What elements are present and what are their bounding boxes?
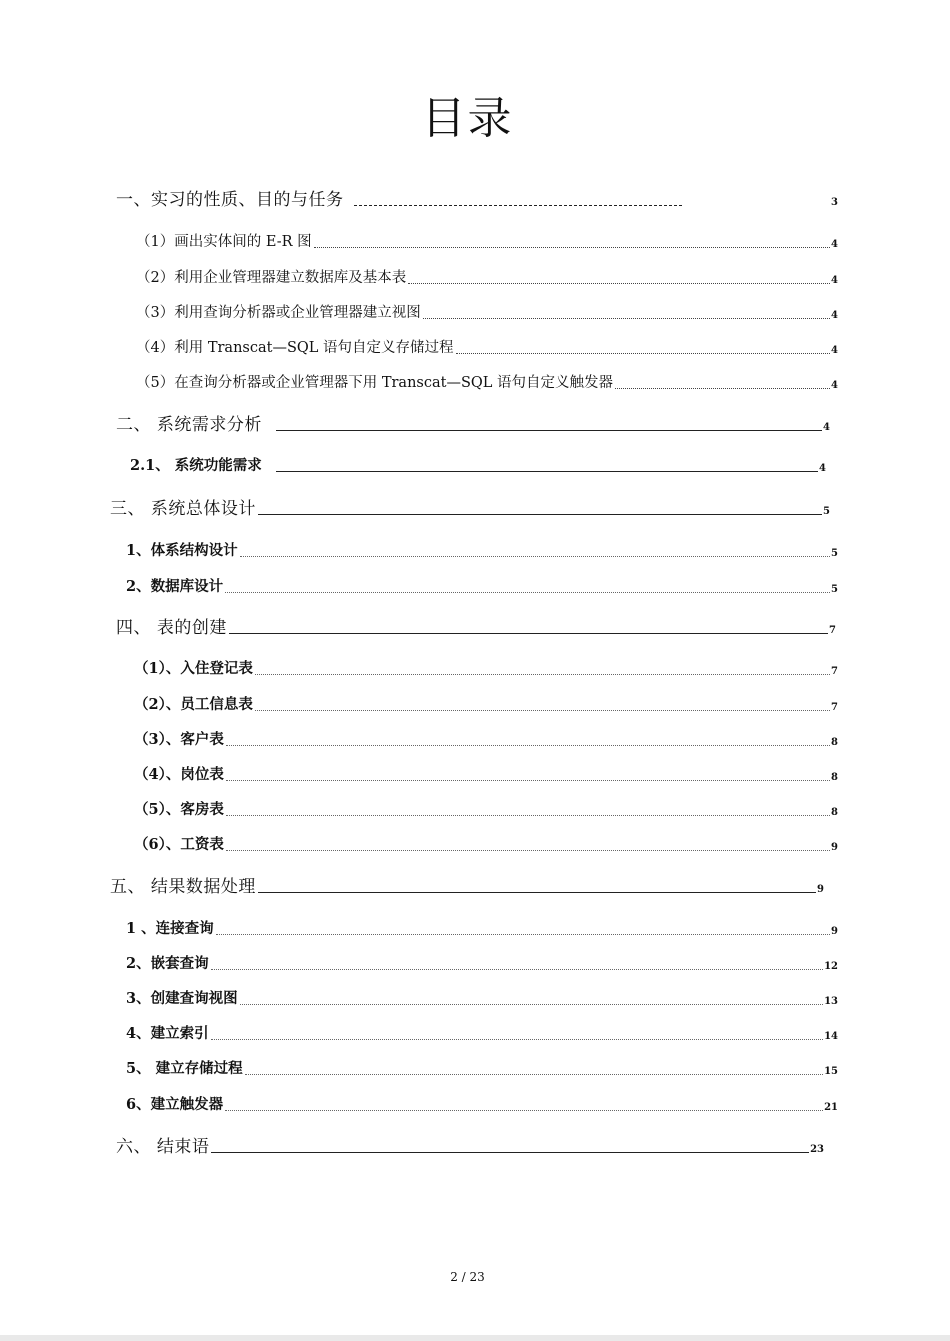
toc-leader-dots	[314, 247, 830, 248]
toc-entry-label: 2、嵌套查询	[126, 955, 209, 972]
toc-leader-line	[211, 1152, 809, 1153]
toc-entry-section-4[interactable]	[116, 617, 836, 639]
toc-entry-label: 5、 建立存储过程	[126, 1060, 243, 1077]
toc-leader-line	[276, 430, 822, 431]
toc-entry-section-6[interactable]	[116, 1136, 824, 1158]
page-footer-indicator: 2 / 23	[450, 1270, 485, 1284]
toc-leader-dots	[225, 1110, 823, 1111]
toc-entry-page: 4	[831, 275, 838, 286]
toc-leader-dots	[245, 1074, 823, 1075]
toc-leader-dots	[211, 1039, 823, 1040]
toc-entry-label: （3）、客户表	[134, 731, 224, 748]
toc-entry-1-3[interactable]	[136, 302, 838, 324]
page-bottom-edge	[0, 1335, 950, 1341]
toc-entry-3-1[interactable]	[126, 540, 838, 562]
toc-entry-label: （3）利用查询分析器或企业管理器建立视图	[136, 305, 421, 321]
toc-entry-label: 三、 系统总体设计	[110, 499, 256, 519]
toc-entry-page: 4	[831, 345, 838, 356]
toc-leader-dots	[226, 780, 830, 781]
toc-entry-label: （1）、入住登记表	[134, 660, 253, 677]
toc-entry-1-4[interactable]	[136, 337, 838, 359]
toc-entry-label: 二、 系统需求分析	[116, 415, 262, 435]
toc-entry-4-3[interactable]	[134, 729, 838, 751]
toc-entry-page: 21	[824, 1102, 838, 1113]
toc-entry-3-2[interactable]	[126, 576, 838, 598]
toc-leader-dots	[456, 353, 831, 354]
toc-entry-page: 5	[831, 584, 838, 595]
toc-leader-dots	[255, 674, 830, 675]
toc-entry-4-4[interactable]	[134, 764, 838, 786]
toc-entry-page: 15	[824, 1066, 838, 1077]
toc-leader-dots	[240, 556, 830, 557]
toc-entry-label: （4）、岗位表	[134, 766, 224, 783]
toc-entry-label: 五、 结果数据处理	[110, 877, 256, 897]
toc-entry-4-1[interactable]	[134, 658, 838, 680]
toc-leader-line	[354, 205, 682, 206]
toc-entry-5-4[interactable]	[126, 1023, 838, 1045]
toc-entry-1-1[interactable]	[136, 231, 838, 253]
toc-entry-4-2[interactable]	[134, 694, 838, 716]
toc-entry-4-5[interactable]	[134, 799, 838, 821]
toc-entry-label: 1、体系结构设计	[126, 542, 238, 559]
toc-entry-section-2[interactable]	[116, 414, 830, 436]
toc-entry-section-5[interactable]	[110, 876, 824, 898]
toc-entry-page: 23	[810, 1144, 824, 1155]
toc-entry-page: 8	[831, 807, 838, 818]
toc-leader-dots	[226, 815, 830, 816]
toc-entry-5-1[interactable]	[126, 918, 838, 940]
toc-leader-dots	[255, 710, 830, 711]
toc-entry-page: 5	[823, 506, 830, 517]
toc-leader-line	[258, 892, 816, 893]
toc-entry-label: （2）利用企业管理器建立数据库及基本表	[136, 270, 407, 286]
page-title: 目录	[421, 93, 514, 144]
toc-entry-label: 四、 表的创建	[116, 618, 227, 638]
toc-entry-label: 六、 结束语	[116, 1137, 210, 1157]
toc-entry-section-1[interactable]	[116, 189, 838, 211]
toc-entry-2-1[interactable]	[130, 455, 826, 477]
toc-entry-label: 6、建立触发器	[126, 1096, 224, 1113]
toc-entry-label: （5）、客房表	[134, 801, 224, 818]
toc-entry-page: 3	[831, 197, 838, 208]
toc-entry-label: 一、实习的性质、目的与任务	[116, 190, 344, 210]
toc-entry-page: 9	[831, 842, 838, 853]
toc-entry-5-6[interactable]	[126, 1094, 838, 1116]
toc-leader-dots	[211, 969, 823, 970]
toc-entry-label: 1 、连接查询	[126, 920, 214, 937]
toc-entry-label: （5）在查询分析器或企业管理器下用 Transcat—SQL 语句自定义触发器	[136, 375, 614, 391]
toc-leader-line	[229, 633, 828, 634]
toc-leader-dots	[226, 850, 830, 851]
toc-leader-line	[276, 471, 818, 472]
toc-entry-page: 14	[824, 1031, 838, 1042]
toc-entry-label: （2）、员工信息表	[134, 696, 253, 713]
toc-entry-page: 12	[824, 961, 838, 972]
toc-entry-section-3[interactable]	[110, 498, 830, 520]
toc-entry-5-5[interactable]	[126, 1058, 838, 1080]
toc-entry-4-6[interactable]	[134, 834, 838, 856]
toc-entry-label: 2、数据库设计	[126, 578, 224, 595]
toc-entry-page: 8	[831, 737, 838, 748]
toc-entry-label: 4、建立索引	[126, 1025, 209, 1042]
toc-entry-page: 13	[824, 996, 838, 1007]
toc-entry-page: 7	[831, 702, 838, 713]
toc-entry-label: 2.1、 系统功能需求	[130, 457, 262, 474]
toc-entry-label: 3、创建查询视图	[126, 990, 238, 1007]
toc-entry-label: （4）利用 Transcat—SQL 语句自定义存储过程	[136, 340, 454, 356]
toc-leader-dots	[240, 1004, 823, 1005]
toc-entry-page: 4	[831, 380, 838, 391]
toc-leader-line	[258, 514, 822, 515]
toc-entry-page: 8	[831, 772, 838, 783]
toc-entry-page: 7	[831, 666, 838, 677]
toc-entry-page: 7	[829, 625, 836, 636]
toc-leader-dots	[216, 934, 830, 935]
toc-entry-1-2[interactable]	[136, 267, 838, 289]
toc-leader-dots	[225, 592, 830, 593]
toc-leader-dots	[423, 318, 830, 319]
toc-entry-5-3[interactable]	[126, 988, 838, 1010]
toc-entry-page: 9	[817, 884, 824, 895]
toc-leader-dots	[408, 283, 830, 284]
toc-entry-page: 4	[831, 239, 838, 250]
toc-entry-label: （1）画出实体间的 E-R 图	[136, 234, 312, 250]
toc-leader-dots	[226, 745, 830, 746]
toc-entry-5-2[interactable]	[126, 953, 838, 975]
toc-leader-dots	[615, 388, 830, 389]
toc-entry-page: 4	[823, 422, 830, 433]
toc-entry-page: 5	[831, 548, 838, 559]
toc-entry-1-5[interactable]	[136, 372, 838, 394]
toc-entry-page: 4	[819, 463, 826, 474]
toc-entry-page: 9	[831, 926, 838, 937]
toc-entry-label: （6）、工资表	[134, 836, 224, 853]
toc-entry-page: 4	[831, 310, 838, 321]
